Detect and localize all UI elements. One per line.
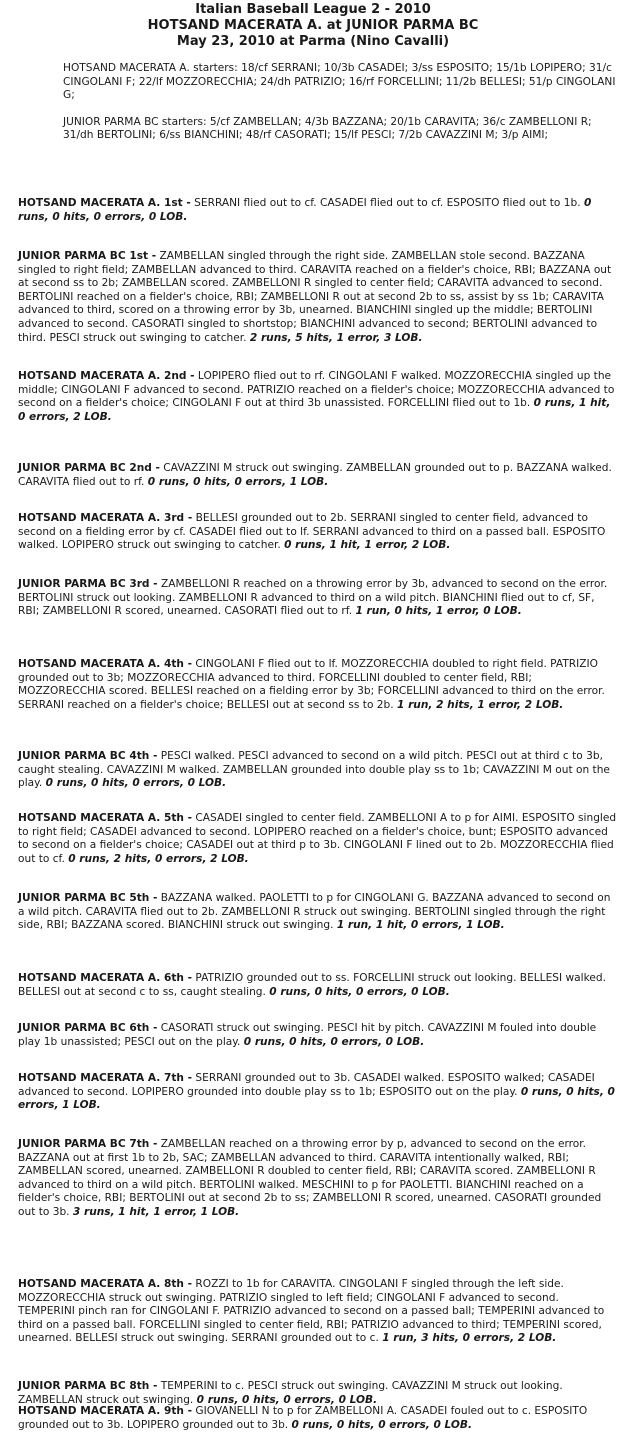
- half-inning-label: HOTSAND MACERATA A. 5th -: [18, 812, 193, 824]
- half-inning-summary: 1 run, 3 hits, 0 errors, 2 LOB.: [382, 1332, 557, 1345]
- half-inning-label: HOTSAND MACERATA A. 4th -: [18, 658, 193, 670]
- half-inning-summary: 1 run, 1 hit, 0 errors, 1 LOB.: [336, 919, 505, 932]
- half-inning-plays: GIOVANELLI N to p for ZAMBELLONI A. CASADEI fouled out to c. ESPOSITO grounded out to 3b. LOPIPERO grounded out to 3b.: [18, 1405, 588, 1431]
- half-inning-summary: 0 runs, 2 hits, 0 errors, 2 LOB.: [68, 852, 249, 865]
- half-inning-summary: 0 runs, 0 hits, 0 errors, 0 LOB.: [269, 985, 450, 998]
- half-inning-summary: 0 runs, 1 hit, 1 error, 2 LOB.: [284, 539, 451, 552]
- half-inning-summary: 3 runs, 1 hit, 1 error, 1 LOB.: [72, 1205, 240, 1218]
- half-inning-summary: 0 runs, 0 hits, 0 errors, 0 LOB.: [18, 197, 592, 223]
- half-inning-label: HOTSAND MACERATA A. 2nd -: [18, 370, 195, 382]
- half-inning-label: HOTSAND MACERATA A. 3rd -: [18, 512, 193, 524]
- half-inning-summary: 1 run, 2 hits, 1 error, 2 LOB.: [397, 698, 564, 711]
- half-inning-plays: SERRANI flied out to cf. CASADEI flied out to cf. ESPOSITO flied out to 1b.: [190, 197, 584, 209]
- half-inning-summary: 2 runs, 5 hits, 1 error, 3 LOB.: [249, 331, 423, 344]
- half-inning-plays: BELLESI grounded out to 2b. SERRANI singled to center field, advanced to second on a fielding error by cf. CASADEI flied out to lf. SERRANI advanced to third on a passed ball. ESPOSITO walked. LOPIPERO struck out swinging to catcher.: [18, 512, 606, 552]
- half-inning-plays: ZAMBELLAN reached on a throwing error by p, advanced to second on the error. BAZZANA out at first 1b to 2b, SAC; ZAMBELLAN advanced to third. CARAVITA intentionally walked, RBI; ZAMBELLAN scored, unearned. ZAMBELLONI R doubled to center field, RBI; CARAVITA scored. ZAMBELLONI R advanced to third on a wild pitch. BERTOLINI walked. MESCHINI to p for PAOLETTI. BIANCHINI reached on a fielder's choice, RBI; BERTOLINI out at second 2b to ss; ZAMBELLONI R scored, unearned. CASORATI grounded out to 3b.: [18, 1138, 602, 1218]
- away-starters: HOTSAND MACERATA A. starters: 18/cf SERRANI; 10/3b CASADEI; 3/ss ESPOSITO; 15/1b LOPIPERO; 31/c CINGOLANI F; 22/lf MOZZORECCHIA; 24/dh PATRIZIO; 16/rf FORCELLINI; 11/2b BELLESI; 51/p CINGOLANI G;: [63, 62, 616, 102]
- half-inning: [18, 370, 618, 424]
- half-inning: [18, 750, 618, 791]
- matchup-title: HOTSAND MACERATA A. at JUNIOR PARMA BC: [147, 18, 479, 33]
- half-inning-summary: 0 runs, 0 hits, 0 errors, 0 LOB.: [45, 777, 227, 790]
- half-inning-label: JUNIOR PARMA BC 6th -: [18, 1022, 158, 1034]
- half-inning-plays: BAZZANA walked. PAOLETTI to p for CINGOLANI G. BAZZANA advanced to second on a wild pitch. CARAVITA flied out to 2b. ZAMBELLONI R struck out swinging. BERTOLINI singled through the right side, RBI; BAZZANA scored. BIANCHINI struck out swinging.: [18, 892, 611, 932]
- half-inning-plays: CAVAZZINI M struck out swinging. ZAMBELLAN grounded out to p. BAZZANA walked. CARAVITA flied out to rf.: [18, 462, 612, 488]
- half-inning-plays: CASADEI singled to center field. ZAMBELLONI A to p for AIMI. ESPOSITO singled to right field; CASADEI advanced to second. LOPIPERO reached on a fielder's choice, bunt; ESPOSITO advanced to second on a fielder's choice; CASADEI out at third p to 3b. CINGOLANI F lined out to 2b. MOZZORECCHIA flied out to cf.: [18, 812, 617, 865]
- half-inning: [18, 1278, 618, 1346]
- half-inning-label: JUNIOR PARMA BC 8th -: [18, 1380, 158, 1392]
- half-inning-plays: CINGOLANI F flied out to lf. MOZZORECCHIA doubled to right field. PATRIZIO grounded out to 3b; MOZZORECCHIA advanced to third. FORCELLINI doubled to center field, RBI; MOZZORECCHIA scored. BELLESI reached on a fielding error by 3b; FORCELLINI advanced to third on the error. SERRANI reached on a fielder's choice; BELLESI out at second ss to 2b.: [18, 658, 605, 711]
- half-inning-plays: PATRIZIO grounded out to ss. FORCELLINI struck out looking. BELLESI walked. BELLESI out at second c to ss, caught stealing.: [18, 972, 606, 998]
- half-inning: [18, 1138, 618, 1220]
- half-inning-label: HOTSAND MACERATA A. 8th -: [18, 1278, 193, 1290]
- league-title: Italian Baseball League 2 - 2010: [195, 2, 431, 17]
- home-starters: JUNIOR PARMA BC starters: 5/cf ZAMBELLAN; 4/3b BAZZANA; 20/1b CARAVITA; 36/c ZAMBELLONI R; 31/dh BERTOLINI; 6/ss BIANCHINI; 48/rf CASORATI; 15/lf PESCI; 7/2b CAVAZZINI M; 3/p AIMI;: [63, 115, 592, 142]
- half-inning-label: HOTSAND MACERATA A. 6th -: [18, 972, 193, 984]
- half-inning: [18, 972, 618, 999]
- half-inning: [18, 1380, 618, 1407]
- half-inning-label: JUNIOR PARMA BC 1st -: [18, 250, 157, 262]
- half-inning-label: HOTSAND MACERATA A. 7th -: [18, 1072, 193, 1084]
- half-inning: [18, 1022, 618, 1049]
- half-inning: [18, 658, 618, 712]
- half-inning: [18, 1072, 618, 1113]
- half-inning-plays: CASORATI struck out swinging. PESCI hit by pitch. CAVAZZINI M fouled into double play 1b unassisted; PESCI out on the play.: [18, 1022, 597, 1048]
- game-header: [0, 2, 626, 50]
- half-inning-plays: ZAMBELLAN singled through the right side. ZAMBELLAN stole second. BAZZANA singled to right field; ZAMBELLAN advanced to third. CARAVITA reached on a fielder's choice, RBI; BAZZANA out at second ss to 2b; ZAMBELLAN scored. ZAMBELLONI R singled to center field; CARAVITA advanced to second. BERTOLINI reached on a fielder's choice, RBI; ZAMBELLONI R out at second 2b to ss, assist by ss 1b; CARAVITA advanced to third, scored on a throwing error by 3b, unearned. BIANCHINI singled up the middle; BERTOLINI advanced to second. CASORATI singled to shortstop; BIANCHINI advanced to second; BERTOLINI advanced to third. PESCI struck out swinging to catcher.: [18, 250, 612, 344]
- half-inning-summary: 0 runs, 0 hits, 0 errors, 1 LOB.: [18, 1085, 615, 1112]
- starters-section: [63, 62, 618, 143]
- half-inning: [18, 197, 618, 224]
- half-inning: [18, 462, 618, 489]
- half-inning-label: JUNIOR PARMA BC 5th -: [18, 892, 158, 904]
- game-date-venue: May 23, 2010 at Parma (Nino Cavalli): [176, 34, 450, 49]
- half-inning-label: JUNIOR PARMA BC 4th -: [18, 750, 158, 762]
- half-inning-summary: 0 runs, 0 hits, 0 errors, 1 LOB.: [147, 475, 329, 488]
- half-inning: [18, 512, 618, 553]
- half-inning-label: JUNIOR PARMA BC 2nd -: [18, 462, 160, 474]
- half-inning: [18, 892, 618, 933]
- half-inning: [18, 812, 618, 866]
- half-inning-plays: TEMPERINI to c. PESCI struck out swinging. CAVAZZINI M struck out looking. ZAMBELLAN struck out swinging.: [18, 1380, 563, 1406]
- half-inning-label: JUNIOR PARMA BC 7th -: [18, 1138, 158, 1150]
- half-inning-summary: 1 run, 0 hits, 1 error, 0 LOB.: [355, 605, 522, 618]
- half-inning-label: JUNIOR PARMA BC 3rd -: [18, 578, 158, 590]
- half-inning-summary: 0 runs, 0 hits, 0 errors, 0 LOB.: [291, 1418, 472, 1431]
- half-inning: [18, 250, 618, 345]
- half-inning-plays: SERRANI grounded out to 3b. CASADEI walked. ESPOSITO walked; CASADEI advanced to second. LOPIPERO grounded into double play ss to 1b; ESPOSITO out on the play.: [18, 1072, 595, 1098]
- half-inning-plays: PESCI walked. PESCI advanced to second on a wild pitch. PESCI out at third c to 3b, caught stealing. CAVAZZINI M walked. ZAMBELLAN grounded into double play ss to 1b; CAVAZZINI M out on the play.: [18, 750, 610, 790]
- half-inning-plays: LOPIPERO flied out to rf. CINGOLANI F walked. MOZZORECCHIA singled up the middle; CINGOLANI F advanced to second. PATRIZIO reached on a fielder's choice; MOZZORECCHIA advanced to second on a fielder's choice; CINGOLANI F out at third 3b unassisted. FORCELLINI flied out to 1b.: [18, 370, 615, 410]
- half-inning: [18, 1405, 618, 1432]
- half-inning-summary: 0 runs, 0 hits, 0 errors, 0 LOB.: [196, 1393, 378, 1406]
- half-inning-summary: 0 runs, 1 hit, 0 errors, 2 LOB.: [18, 397, 611, 423]
- half-inning-plays: ROZZI to 1b for CARAVITA. CINGOLANI F singled through the left side. MOZZORECCHIA struck out swinging. PATRIZIO singled to left field; CINGOLANI F advanced to second. TEMPERINI pinch ran for CINGOLANI F. PATRIZIO advanced to second on a passed ball; TEMPERINI advanced to third on a passed ball. FORCELLINI singled to center field, RBI; PATRIZIO advanced to third; TEMPERINI scored, unearned. BELLESI struck out swinging. SERRANI grounded out to c.: [18, 1278, 605, 1345]
- half-inning-plays: ZAMBELLONI R reached on a throwing error by 3b, advanced to second on the error. BERTOLINI struck out looking. ZAMBELLONI R advanced to third on a wild pitch. BIANCHINI flied out to cf, SF, RBI; ZAMBELLONI R scored, unearned. CASORATI flied out to rf.: [18, 578, 608, 618]
- half-inning-label: HOTSAND MACERATA A. 9th -: [18, 1405, 193, 1417]
- half-inning-label: HOTSAND MACERATA A. 1st -: [18, 197, 191, 209]
- half-inning-summary: 0 runs, 0 hits, 0 errors, 0 LOB.: [243, 1035, 425, 1048]
- half-inning: [18, 578, 618, 619]
